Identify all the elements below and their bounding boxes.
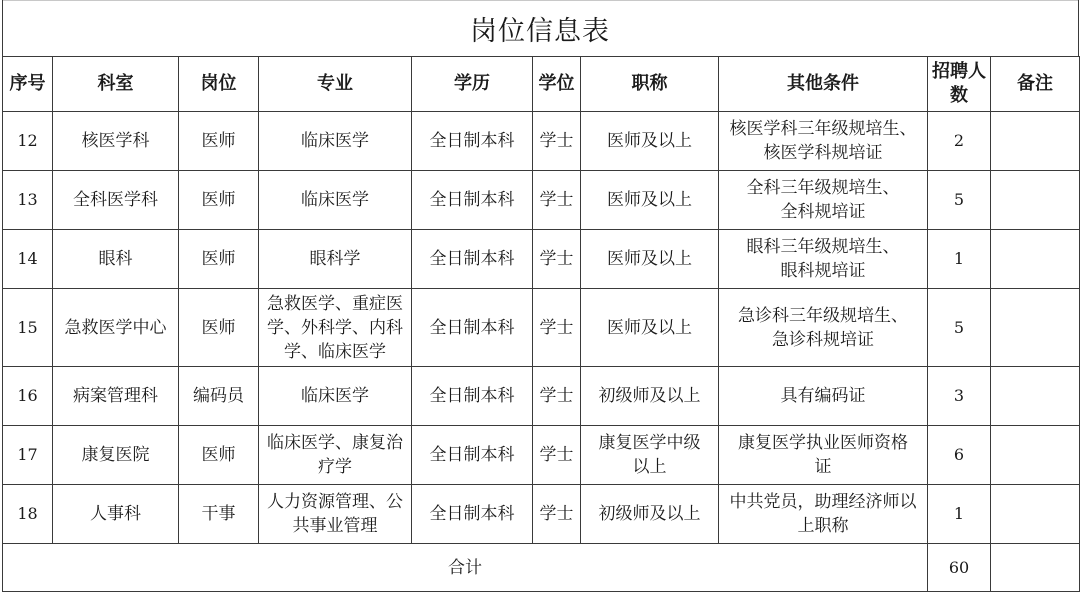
cell-rank[interactable] — [581, 230, 719, 289]
cell-major[interactable] — [259, 230, 412, 289]
cell-seq[interactable]: 17 — [3, 426, 53, 485]
cell-other-line: 全科规培证 — [780, 202, 866, 222]
table-row — [3, 485, 1080, 544]
cell-post[interactable]: 编码员 — [179, 367, 259, 426]
header-count-line1: 招聘人 — [932, 61, 986, 82]
cell-seq[interactable]: 15 — [3, 289, 53, 367]
cell-other-line: 核医学科三年级规培生、 — [729, 119, 917, 139]
cell-dept[interactable]: 康复医院 — [53, 426, 179, 485]
cell-major[interactable] — [259, 112, 412, 171]
cell-rank[interactable] — [581, 485, 719, 544]
cell-post[interactable]: 医师 — [179, 112, 259, 171]
total-count-cell[interactable]: 60 — [928, 544, 991, 592]
header-count[interactable] — [928, 57, 991, 112]
total-note-cell[interactable] — [991, 544, 1080, 592]
table-row — [3, 426, 1080, 485]
table-row — [3, 289, 1080, 367]
cell-rank[interactable] — [581, 426, 719, 485]
header-rank[interactable]: 职称 — [581, 57, 719, 112]
cell-other-line: 证 — [814, 457, 832, 477]
header-seq[interactable]: 序号 — [3, 57, 53, 112]
cell-count[interactable]: 6 — [928, 426, 991, 485]
cell-major-line: 急救医学、重症医 — [267, 293, 403, 314]
cell-dept[interactable]: 核医学科 — [53, 112, 179, 171]
cell-major-line: 临床医学 — [301, 386, 369, 406]
header-count-line2: 数 — [950, 85, 968, 106]
cell-post[interactable]: 医师 — [179, 289, 259, 367]
cell-other-line: 康复医学执业医师资格 — [738, 433, 908, 453]
cell-count[interactable]: 1 — [928, 485, 991, 544]
cell-seq[interactable]: 14 — [3, 230, 53, 289]
cell-degree[interactable]: 学士 — [533, 426, 581, 485]
cell-major[interactable] — [259, 289, 412, 367]
cell-other-line: 具有编码证 — [780, 386, 866, 406]
cell-other[interactable] — [719, 485, 928, 544]
cell-major-line: 共事业管理 — [292, 516, 378, 536]
cell-dept[interactable]: 眼科 — [53, 230, 179, 289]
table-row — [3, 230, 1080, 289]
cell-major-line: 临床医学 — [301, 131, 369, 151]
cell-major[interactable] — [259, 485, 412, 544]
cell-note[interactable] — [991, 426, 1080, 485]
cell-rank-line: 医师及以上 — [607, 190, 692, 210]
cell-major-line: 疗学 — [318, 457, 352, 477]
cell-rank-line: 康复医学中级 — [598, 433, 701, 453]
table-row — [3, 367, 1080, 426]
cell-edu[interactable]: 全日制本科 — [412, 230, 533, 289]
cell-note[interactable] — [991, 230, 1080, 289]
cell-count[interactable]: 2 — [928, 112, 991, 171]
cell-rank[interactable] — [581, 112, 719, 171]
cell-degree[interactable]: 学士 — [533, 289, 581, 367]
cell-major[interactable] — [259, 171, 412, 230]
cell-other-line: 急诊科规培证 — [772, 329, 874, 350]
cell-rank[interactable] — [581, 171, 719, 230]
cell-major-line: 眼科学 — [309, 249, 361, 269]
header-degree[interactable]: 学位 — [533, 57, 581, 112]
cell-edu[interactable]: 全日制本科 — [412, 289, 533, 367]
cell-count[interactable]: 1 — [928, 230, 991, 289]
cell-rank-line: 医师及以上 — [607, 249, 692, 269]
cell-post[interactable]: 医师 — [179, 230, 259, 289]
cell-other-line: 眼科规培证 — [780, 261, 866, 281]
cell-dept[interactable]: 人事科 — [53, 485, 179, 544]
header-major[interactable]: 专业 — [259, 57, 412, 112]
cell-major-line: 学、外科学、内科 — [267, 317, 403, 338]
cell-dept[interactable]: 病案管理科 — [53, 367, 179, 426]
header-other[interactable]: 其他条件 — [719, 57, 928, 112]
cell-note[interactable] — [991, 367, 1080, 426]
cell-other-line: 上职称 — [797, 516, 849, 536]
header-row — [3, 57, 1080, 112]
cell-edu[interactable]: 全日制本科 — [412, 485, 533, 544]
page-title: 岗位信息表 — [470, 15, 610, 47]
cell-note[interactable] — [991, 289, 1080, 367]
cell-other-line: 眼科三年级规培生、 — [746, 237, 900, 257]
cell-seq[interactable]: 12 — [3, 112, 53, 171]
cell-rank-line: 初级师及以上 — [598, 504, 701, 524]
cell-note[interactable] — [991, 112, 1080, 171]
table-body — [3, 112, 1080, 544]
cell-rank[interactable] — [581, 289, 719, 367]
table-row — [3, 171, 1080, 230]
total-row — [3, 544, 1080, 592]
cell-edu[interactable]: 全日制本科 — [412, 171, 533, 230]
job-info-table — [2, 56, 1080, 592]
cell-edu[interactable]: 全日制本科 — [412, 426, 533, 485]
cell-rank-line: 医师及以上 — [607, 131, 692, 151]
cell-major-line: 临床医学、康复治 — [267, 433, 403, 453]
cell-edu[interactable]: 全日制本科 — [412, 367, 533, 426]
cell-post[interactable]: 医师 — [179, 426, 259, 485]
cell-count[interactable]: 5 — [928, 171, 991, 230]
cell-count[interactable]: 3 — [928, 367, 991, 426]
cell-rank-line: 医师及以上 — [607, 317, 692, 338]
cell-major-line: 人力资源管理、公 — [267, 492, 403, 512]
total-label-cell[interactable]: 合计 — [3, 544, 928, 592]
cell-post[interactable]: 医师 — [179, 171, 259, 230]
header-note[interactable]: 备注 — [991, 57, 1080, 112]
cell-other[interactable] — [719, 426, 928, 485]
cell-seq[interactable]: 13 — [3, 171, 53, 230]
cell-rank-line: 以上 — [632, 457, 667, 477]
cell-other-line: 中共党员，助理经济师以 — [729, 492, 917, 512]
cell-edu[interactable]: 全日制本科 — [412, 112, 533, 171]
cell-dept[interactable]: 全科医学科 — [53, 171, 179, 230]
cell-other-line: 核医学科规培证 — [763, 143, 883, 163]
cell-other-line: 全科三年级规培生、 — [746, 178, 900, 198]
header-post[interactable]: 岗位 — [179, 57, 259, 112]
header-edu[interactable]: 学历 — [412, 57, 533, 112]
cell-degree[interactable]: 学士 — [533, 230, 581, 289]
cell-dept[interactable]: 急救医学中心 — [53, 289, 179, 367]
cell-count[interactable]: 5 — [928, 289, 991, 367]
cell-rank[interactable] — [581, 367, 719, 426]
cell-note[interactable] — [991, 171, 1080, 230]
cell-seq[interactable]: 18 — [3, 485, 53, 544]
header-dept[interactable]: 科室 — [53, 57, 179, 112]
cell-other[interactable] — [719, 230, 928, 289]
cell-major[interactable] — [259, 367, 412, 426]
cell-rank-line: 初级师及以上 — [598, 386, 701, 406]
cell-major-line: 学、临床医学 — [284, 341, 386, 362]
cell-degree[interactable]: 学士 — [533, 112, 581, 171]
cell-post[interactable]: 干事 — [179, 485, 259, 544]
cell-other-line: 急诊科三年级规培生、 — [738, 305, 908, 326]
cell-seq[interactable]: 16 — [3, 367, 53, 426]
cell-degree[interactable]: 学士 — [533, 485, 581, 544]
cell-note[interactable] — [991, 485, 1080, 544]
cell-degree[interactable]: 学士 — [533, 367, 581, 426]
cell-other[interactable] — [719, 367, 928, 426]
table-row — [3, 112, 1080, 171]
cell-major-line: 临床医学 — [301, 190, 369, 210]
cell-other[interactable] — [719, 112, 928, 171]
cell-degree[interactable]: 学士 — [533, 171, 581, 230]
cell-major[interactable] — [259, 426, 412, 485]
cell-other[interactable] — [719, 289, 928, 367]
cell-other[interactable] — [719, 171, 928, 230]
